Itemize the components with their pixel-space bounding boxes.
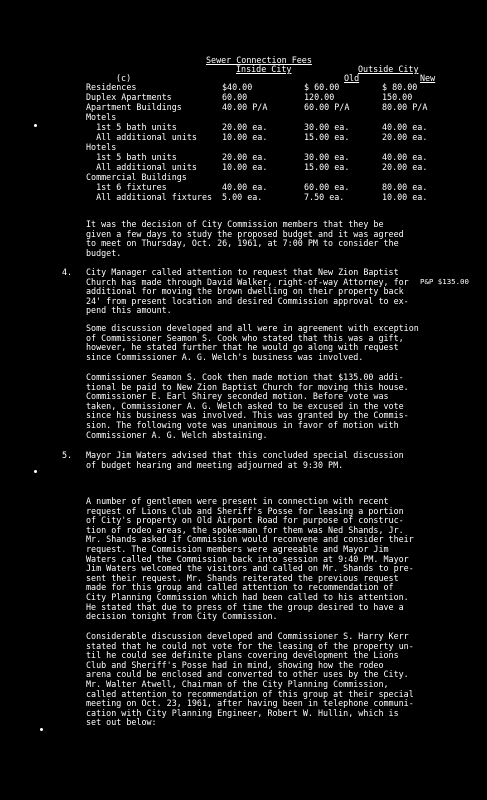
inside-fee: 20.00 ea. xyxy=(222,152,268,162)
text-line: decision tonight from City Commission. xyxy=(86,611,278,622)
inside-fee: 10.00 ea. xyxy=(222,132,268,142)
text-line: however, he stated further that he would go along with request xyxy=(86,342,399,353)
outside-old-fee: 15.00 ea. xyxy=(304,132,350,142)
row-label: Hotels xyxy=(86,142,117,152)
table-row xyxy=(86,133,466,143)
text-line: 24' from present location and desired Commission approval to ex- xyxy=(86,295,409,306)
item-5-paragraph xyxy=(86,451,466,470)
row-label: Apartment Buildings xyxy=(86,102,182,112)
inside-fee: 60.00 xyxy=(222,92,248,102)
outside-old-fee: 15.00 ea. xyxy=(304,162,350,172)
text-line: He stated that due to press of time the group desired to have a xyxy=(86,601,404,612)
text-line: City Manager called attention to request that New Zion Baptist xyxy=(86,267,399,277)
outside-old-fee: 30.00 ea. xyxy=(304,152,350,162)
inside-city-heading: Inside City xyxy=(236,64,292,74)
text-line: Club and Sheriff's Posse had in mind, showing how the rodeo xyxy=(86,659,384,670)
text-line: tion of rodeo areas, the spokesman for them was Ned Shands, Jr. xyxy=(86,524,404,535)
text-line: til he could see definite plans covering development the Lions xyxy=(86,650,399,661)
text-line: Mr. Walter Atwell, Chairman of the City Planning Commission, xyxy=(86,678,389,689)
item-4-paragraph xyxy=(86,268,466,316)
text-line: meeting on Oct. 23, 1961, after having been in telephone communi- xyxy=(86,698,414,709)
outside-city-heading: Outside City xyxy=(358,64,419,74)
text-line: Mayor Jim Waters advised that this concluded special discussion xyxy=(86,450,404,460)
text-line: Commissioner Seamon S. Cook then made motion that $135.00 addi- xyxy=(86,372,404,382)
outside-old-fee: 60.00 P/A xyxy=(304,102,350,112)
text-line: City Planning Commission which had been called to his attention. xyxy=(86,591,409,602)
outside-old-fee: 30.00 ea. xyxy=(304,122,350,132)
text-line: given a few days to study the proposed budget and it was agreed xyxy=(86,228,404,239)
outside-old-fee: $ 60.00 xyxy=(304,82,340,92)
text-line: It was the decision of City Commission members that they be xyxy=(86,219,384,229)
text-line: taken, Commissioner A. G. Welch asked to be excused in the vote xyxy=(86,400,404,411)
text-line: additional for moving the brown dwelling on their property back xyxy=(86,286,404,297)
kerr-discussion-paragraph xyxy=(86,632,466,728)
table-title: Sewer Connection Fees xyxy=(206,55,312,65)
row-label: Motels xyxy=(86,112,117,122)
text-line: Waters called the Commission back into session at 9:40 PM. Mayor xyxy=(86,553,409,564)
row-label: 1st 5 bath units xyxy=(86,122,177,132)
text-line: since Commissioner A. G. Welch's business was involved. xyxy=(86,351,364,362)
outside-new-fee: 20.00 ea. xyxy=(382,132,428,142)
inside-fee: 10.00 ea. xyxy=(222,162,268,172)
text-line: Church has made through David Walker, right-of-way Attorney, for xyxy=(86,276,409,287)
outside-new-fee: 80.00 ea. xyxy=(382,182,428,192)
text-line: called attention to recommendation of this group at their special xyxy=(86,688,414,699)
text-line: of City's property on Old Airport Road for purpose of construc- xyxy=(86,515,404,526)
row-label: 1st 6 fixtures xyxy=(86,182,167,192)
budget-decision-paragraph xyxy=(86,220,466,258)
scan-speck xyxy=(34,124,37,127)
new-column-heading: New xyxy=(420,73,436,83)
margin-note: P&P $135.00 xyxy=(420,277,469,286)
outside-old-fee: 120.00 xyxy=(304,92,335,102)
text-line: cation with City Planning Engineer, Robert W. Hullin, which is xyxy=(86,707,399,718)
outside-old-fee: 7.50 ea. xyxy=(304,192,345,202)
text-line: made for this group and called attention to recommendation of xyxy=(86,582,394,593)
text-line: stated that he could not vote for the leasing of the property un- xyxy=(86,640,414,651)
row-label: All additional fixtures xyxy=(86,192,213,202)
row-label: All additional units xyxy=(86,132,197,142)
section-marker: (c) xyxy=(116,73,132,83)
text-line: A number of gentlemen were present in connection with recent xyxy=(86,496,389,506)
old-column-heading: Old xyxy=(344,73,360,83)
text-line: tional be paid to New Zion Baptist Church for moving this house. xyxy=(86,381,409,392)
text-line: arena could be enclosed and converted to other uses by the City. xyxy=(86,669,409,680)
text-line: Commissioner A. G. Welch abstaining. xyxy=(86,429,268,440)
text-line: budget. xyxy=(86,247,122,258)
inside-fee: 40.00 ea. xyxy=(222,182,268,192)
text-line: Some discussion developed and all were in agreement with exception xyxy=(86,323,419,333)
outside-old-fee: 60.00 ea. xyxy=(304,182,350,192)
text-line: Jim Waters welcomed the visitors and called on Mr. Shands to pre- xyxy=(86,563,414,574)
outside-new-fee: 20.00 ea. xyxy=(382,162,428,172)
inside-fee: 20.00 ea. xyxy=(222,122,268,132)
text-line: request. The Commission members were agreeable and Mayor Jim xyxy=(86,543,389,554)
outside-new-fee: 150.00 xyxy=(382,92,413,102)
text-line: sent their request. Mr. Shands reiterated the previous request xyxy=(86,572,399,583)
text-line: since his business was involved. This was granted by the Commis- xyxy=(86,410,409,421)
text-line: Considerable discussion developed and Commissioner S. Harry Kerr xyxy=(86,631,409,641)
inside-fee: 40.00 P/A xyxy=(222,102,268,112)
row-label: 1st 5 bath units xyxy=(86,152,177,162)
text-line: set out below: xyxy=(86,717,157,728)
row-label: Commercial Buildings xyxy=(86,172,187,182)
row-label: Duplex Apartments xyxy=(86,92,172,102)
text-line: of budget hearing and meeting adjourned at 9:30 PM. xyxy=(86,459,344,470)
row-label: All additional units xyxy=(86,162,197,172)
text-line: Commissioner E. Earl Shirey seconded motion. Before vote was xyxy=(86,391,389,402)
text-line: Mr. Shands asked if Commission would reconvene and consider their xyxy=(86,534,414,545)
inside-fee: 5.00 ea. xyxy=(222,192,263,202)
outside-new-fee: 40.00 ea. xyxy=(382,122,428,132)
outside-new-fee: 80.00 P/A xyxy=(382,102,428,112)
text-line: pend this amount. xyxy=(86,305,172,316)
discussion-paragraph xyxy=(86,324,466,362)
text-line: to meet on Thursday, Oct. 26, 1961, at 7:00 PM to consider the xyxy=(86,238,399,249)
outside-new-fee: $ 80.00 xyxy=(382,82,418,92)
text-line: of Commissioner Seamon S. Cook who stated that this was a gift, xyxy=(86,332,404,343)
lions-club-request-paragraph xyxy=(86,497,466,622)
motion-paragraph xyxy=(86,373,466,440)
text-line: request of Lions Club and Sheriff's Posse for leasing a portion xyxy=(86,505,404,516)
outside-new-fee: 10.00 ea. xyxy=(382,192,428,202)
row-label: Residences xyxy=(86,82,137,92)
text-line: sion. The following vote was unanimous in favor of motion with xyxy=(86,419,399,430)
table-row xyxy=(86,103,466,113)
inside-fee: $40.00 xyxy=(222,82,253,92)
table-row xyxy=(86,193,466,203)
item-number: 5. xyxy=(62,450,73,460)
scan-speck xyxy=(40,728,43,731)
item-number: 4. xyxy=(62,267,73,277)
outside-new-fee: 40.00 ea. xyxy=(382,152,428,162)
scan-speck xyxy=(34,470,37,473)
